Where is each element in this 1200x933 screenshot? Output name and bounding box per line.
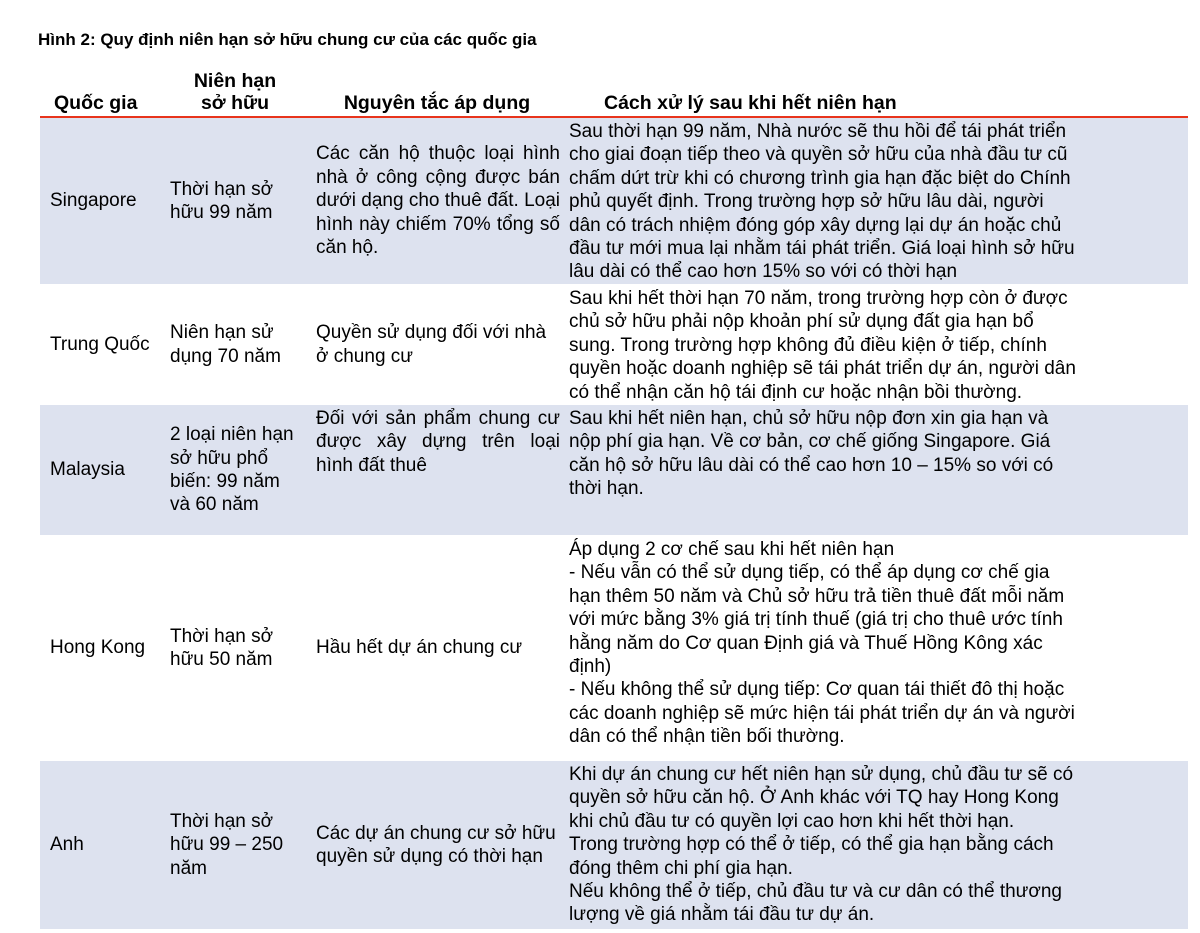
handling-line: Sau khi hết niên hạn, chủ sở hữu nộp đơn xin gia hạn và (569, 408, 1049, 430)
table-row-singapore (40, 117, 1188, 285)
handling-line: lâu dài có thể cao hơn 15% so với có thời hạn (569, 261, 958, 283)
table-row-malaysia (40, 405, 1188, 536)
handling-line: dân có trách nhiệm đóng góp xây dựng lại dự án hoặc chủ (569, 214, 1062, 236)
header-country: Quốc gia (40, 70, 162, 117)
cell-country: Singapore (40, 117, 162, 285)
cell-handling (566, 285, 1188, 405)
handling-line: với mức bằng 3% giá trị tính thuế (giá trị cho thuê ước tính (569, 609, 1063, 631)
cell-term: Thời hạn sở hữu 99 – 250 năm (162, 761, 308, 930)
handling-line: đóng thêm chi phí gia hạn. (569, 857, 793, 879)
cell-term: Thời hạn sở hữu 50 năm (162, 536, 308, 761)
handling-line: lượng về giá nhằm tái đầu tư dự án. (569, 904, 875, 926)
handling-line: - Nếu không thể sử dụng tiếp: Cơ quan tái thiết đô thị hoặc (569, 679, 1065, 701)
cell-country: Trung Quốc (40, 285, 162, 405)
figure-title: Hình 2: Quy định niên hạn sở hữu chung cư của các quốc gia (38, 30, 537, 49)
handling-line: Nếu không thể ở tiếp, chủ đầu tư và cư dân có thể thương (569, 881, 1062, 903)
handling-line: hằng năm do Cơ quan Định giá và Thuế Hồng Kông xác (569, 632, 1043, 654)
ownership-term-table (40, 70, 1188, 930)
header-handling: Cách xử lý sau khi hết niên hạn (566, 70, 1188, 117)
handling-line: quyền sở hữu căn hộ. Ở Anh khác với TQ hay Hong Kong (569, 787, 1059, 809)
cell-country: Malaysia (40, 405, 162, 536)
handling-line: Khi dự án chung cư hết niên hạn sử dụng, chủ đầu tư sẽ có (569, 764, 1074, 786)
cell-term: 2 loại niên hạn sở hữu phổ biến: 99 năm và 60 năm (162, 405, 308, 536)
handling-line: Trong trường hợp có thể ở tiếp, có thể gia hạn bằng cách (569, 834, 1054, 856)
header-principle: Nguyên tắc áp dụng (308, 70, 566, 117)
header-term-line2: sở hữu (200, 92, 270, 114)
cell-handling (566, 536, 1188, 761)
handling-line: Sau khi hết thời hạn 70 năm, trong trường hợp còn ở được (569, 288, 1068, 309)
cell-country: Hong Kong (40, 536, 162, 761)
table-row-china (40, 285, 1188, 405)
header-term-line1: Niên hạn (193, 70, 277, 92)
cell-term: Thời hạn sở hữu 99 năm (162, 117, 308, 285)
header-term (162, 70, 308, 117)
cell-principle: Các dự án chung cư sở hữu quyền sử dụng có thời hạn (308, 761, 566, 930)
cell-country: Anh (40, 761, 162, 930)
handling-line: sung. Trong trường hợp không đủ điều kiện ở tiếp, chính (569, 334, 1047, 356)
handling-line: quyền hoặc doanh nghiệp sẽ tái phát triển dự án, người dân (569, 358, 1076, 380)
handling-line: định) (569, 656, 612, 678)
cell-principle: Các căn hộ thuộc loại hình nhà ở công cộng được bán dưới dạng cho thuê đất. Loại hình này chiếm 70% tổng số căn hộ. (308, 117, 566, 285)
table-header-row (40, 70, 1188, 117)
cell-term: Niên hạn sử dụng 70 năm (162, 285, 308, 405)
handling-line: cho giai đoạn tiếp theo và quyền sở hữu của nhà đầu tư cũ (569, 144, 1068, 166)
handling-line: Áp dụng 2 cơ chế sau khi hết niên hạn (569, 539, 895, 561)
handling-line: chủ sở hữu phải nộp khoản phí sử dụng đất gia hạn bổ (569, 311, 1034, 333)
cell-handling (566, 405, 1188, 536)
cell-principle: Đối với sản phẩm chung cư được xây dựng trên loại hình đất thuê (308, 405, 566, 536)
cell-principle: Hầu hết dự án chung cư (308, 536, 566, 761)
handling-line: Sau thời hạn 99 năm, Nhà nước sẽ thu hồi để tái phát triển (569, 121, 1067, 142)
handling-line: chấm dứt trừ khi có chương trình gia hạn đặc biệt do Chính (569, 167, 1071, 189)
handling-line: các doanh nghiệp sẽ mức hiện tái phát triển dự án và người (569, 702, 1075, 724)
cell-handling (566, 117, 1188, 285)
handling-line: thời hạn. (569, 478, 644, 500)
handling-line: hạn thêm 50 năm và Chủ sở hữu trả tiền thuê đất mỗi năm (569, 585, 1065, 607)
handling-line: đầu tư mới mua lại nhằm tái phát triển. Giá loại hình sở hữu (569, 238, 1075, 260)
handling-line: có thể nhận căn hộ tái định cư hoặc nhận bồi thường. (569, 381, 1023, 403)
handling-line: phủ quyết định. Trong trường hợp sở hữu lâu dài, người (569, 191, 1044, 213)
table-row-hong-kong (40, 536, 1188, 761)
handling-line: căn hộ sở hữu lâu dài có thể cao hơn 10 – 15% so với có (569, 454, 1054, 476)
table-row-uk (40, 761, 1188, 930)
handling-line: khi chủ đầu tư có quyền lợi cao hơn khi hết thời hạn. (569, 810, 1015, 832)
cell-principle: Quyền sử dụng đối với nhà ở chung cư (308, 285, 566, 405)
handling-line: dân có thể nhận tiền bối thường. (569, 726, 845, 748)
handling-line: nộp phí gia hạn. Về cơ bản, cơ chế giống Singapore. Giá (569, 431, 1051, 453)
cell-handling (566, 761, 1188, 930)
handling-line: - Nếu vẫn có thể sử dụng tiếp, có thể áp dụng cơ chế gia (569, 562, 1050, 584)
